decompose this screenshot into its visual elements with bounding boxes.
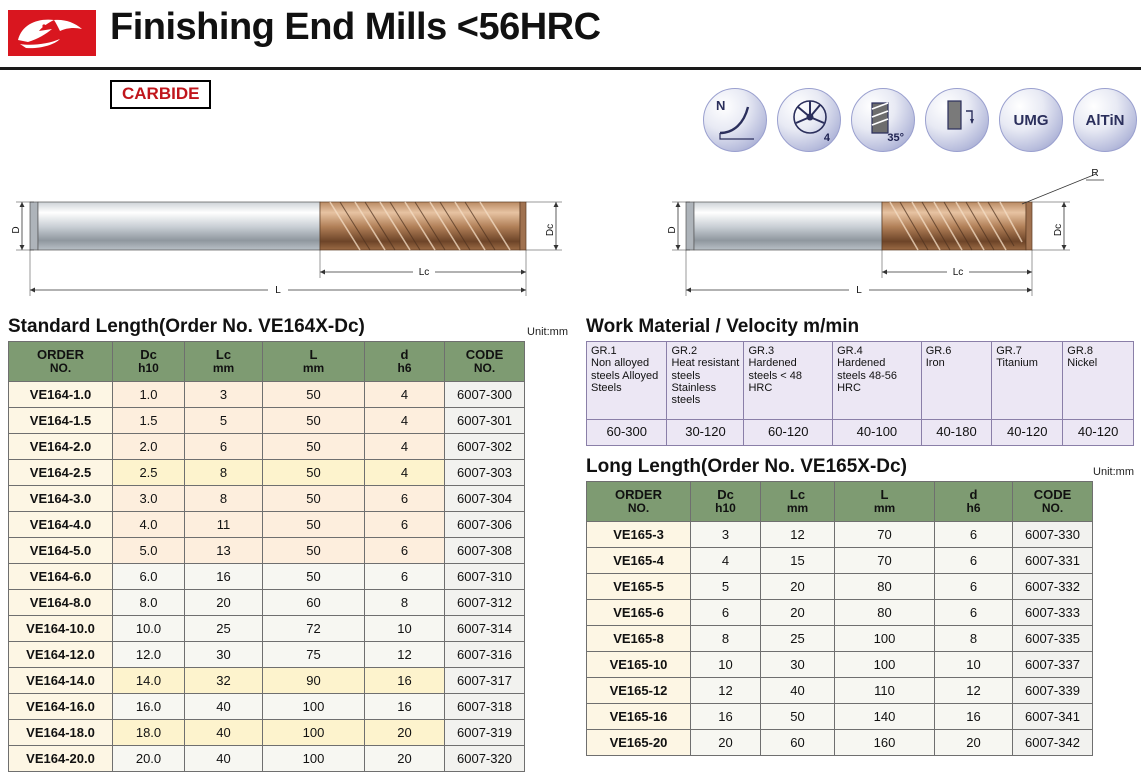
cell-value: 6 xyxy=(935,574,1013,600)
dim-label-dc-right: Dc xyxy=(1053,223,1064,237)
cell-value: 4 xyxy=(365,382,445,408)
work-material-group-cell xyxy=(992,342,1063,420)
cell-value: 13 xyxy=(185,538,263,564)
col-header-code-sub: NO. xyxy=(473,361,496,376)
col-header-d-label: d xyxy=(969,487,978,503)
work-material-velocity-cell: 60-300 xyxy=(587,420,667,446)
col-header-dc-label: Dc xyxy=(717,487,734,503)
work-material-group-id: GR.4 xyxy=(837,345,863,357)
cell-value: 8 xyxy=(935,626,1013,652)
cell-value: 16 xyxy=(185,564,263,590)
cell-order-no: VE165-10 xyxy=(587,652,691,678)
cell-order-no: VE164-5.0 xyxy=(9,538,113,564)
cell-value: 50 xyxy=(263,538,365,564)
cell-value: 60 xyxy=(761,730,835,756)
cell-value: 20 xyxy=(185,590,263,616)
cell-value: 12.0 xyxy=(113,642,185,668)
eagle-logo xyxy=(8,10,96,56)
cell-code-no: 6007-310 xyxy=(445,564,525,590)
corner-radius-label: N xyxy=(716,98,726,113)
table-header-row xyxy=(9,342,525,382)
cell-value: 140 xyxy=(835,704,935,730)
col-header-d xyxy=(935,482,1013,522)
cell-value: 50 xyxy=(263,408,365,434)
table-row xyxy=(9,720,525,746)
col-header-dc xyxy=(691,482,761,522)
col-header-order xyxy=(587,482,691,522)
cell-value: 12 xyxy=(761,522,835,548)
cell-order-no: VE165-4 xyxy=(587,548,691,574)
cell-value: 2.5 xyxy=(113,460,185,486)
work-material-group-cell xyxy=(667,342,744,420)
work-material-group-desc: Titanium xyxy=(996,357,1038,370)
table-row xyxy=(587,704,1093,730)
table-row xyxy=(9,746,525,772)
col-header-code xyxy=(1013,482,1093,522)
cell-code-no: 6007-319 xyxy=(445,720,525,746)
cell-value: 100 xyxy=(263,720,365,746)
table-row xyxy=(9,590,525,616)
cell-code-no: 6007-333 xyxy=(1013,600,1093,626)
cell-value: 16.0 xyxy=(113,694,185,720)
col-header-l-sub: mm xyxy=(302,361,325,376)
cell-value: 8.0 xyxy=(113,590,185,616)
cell-order-no: VE164-6.0 xyxy=(9,564,113,590)
cell-value: 75 xyxy=(263,642,365,668)
cell-code-no: 6007-302 xyxy=(445,434,525,460)
dim-label-d-right: D xyxy=(667,226,678,234)
cell-order-no: VE164-3.0 xyxy=(9,486,113,512)
dim-label-l-left: L xyxy=(275,285,281,296)
cell-code-no: 6007-320 xyxy=(445,746,525,772)
cell-code-no: 6007-304 xyxy=(445,486,525,512)
cell-value: 100 xyxy=(835,652,935,678)
cell-value: 72 xyxy=(263,616,365,642)
cell-code-no: 6007-301 xyxy=(445,408,525,434)
table-row xyxy=(587,626,1093,652)
table-row xyxy=(587,600,1093,626)
cell-order-no: VE165-3 xyxy=(587,522,691,548)
cell-order-no: VE164-2.5 xyxy=(9,460,113,486)
cell-value: 70 xyxy=(835,522,935,548)
cell-value: 6 xyxy=(935,548,1013,574)
cell-value: 10 xyxy=(365,616,445,642)
dim-label-lc-left: Lc xyxy=(418,267,430,278)
work-material-group-desc: Nickel xyxy=(1067,357,1098,370)
work-material-velocity-cell: 60-120 xyxy=(744,420,833,446)
status-badge: CARBIDE xyxy=(110,80,211,109)
cell-value: 10 xyxy=(935,652,1013,678)
flute-count-label: 4 xyxy=(823,132,830,144)
work-material-velocity-cell: 40-180 xyxy=(921,420,991,446)
altin-coating-icon xyxy=(1073,88,1137,152)
table-row xyxy=(587,678,1093,704)
cell-order-no: VE165-6 xyxy=(587,600,691,626)
cell-value: 40 xyxy=(185,694,263,720)
cell-order-no: VE164-18.0 xyxy=(9,720,113,746)
col-header-l xyxy=(835,482,935,522)
cell-value: 8 xyxy=(691,626,761,652)
altin-label: AlTiN xyxy=(1085,111,1125,129)
col-header-lc-sub: mm xyxy=(786,501,809,516)
work-material-velocity-cell: 40-120 xyxy=(992,420,1063,446)
cell-value: 6 xyxy=(185,434,263,460)
umg-label: UMG xyxy=(1013,111,1049,129)
cell-order-no: VE165-16 xyxy=(587,704,691,730)
cell-code-no: 6007-341 xyxy=(1013,704,1093,730)
cell-value: 12 xyxy=(365,642,445,668)
col-header-code-label: CODE xyxy=(465,347,504,363)
col-header-l-sub: mm xyxy=(873,501,896,516)
helix-angle-label: 35° xyxy=(887,132,904,144)
work-material-velocity-cell: 40-100 xyxy=(833,420,922,446)
standard-length-table xyxy=(8,341,525,772)
work-material-group-desc: Hardened steels 48-56 HRC xyxy=(837,357,898,394)
col-header-dc-sub: h10 xyxy=(138,361,159,376)
corner-radius-icon xyxy=(703,88,767,152)
col-header-l-label: L xyxy=(880,487,889,503)
col-header-d-sub: h6 xyxy=(397,361,412,376)
cell-value: 10.0 xyxy=(113,616,185,642)
cell-value: 100 xyxy=(263,694,365,720)
col-header-code-label: CODE xyxy=(1033,487,1072,503)
table-row xyxy=(587,652,1093,678)
cell-value: 32 xyxy=(185,668,263,694)
cell-value: 5 xyxy=(185,408,263,434)
col-header-l-label: L xyxy=(309,347,318,363)
cell-order-no: VE164-2.0 xyxy=(9,434,113,460)
cell-value: 20.0 xyxy=(113,746,185,772)
dim-label-dc-left: Dc xyxy=(545,223,556,237)
work-material-velocity-cell: 30-120 xyxy=(667,420,744,446)
cell-value: 30 xyxy=(761,652,835,678)
right-column xyxy=(586,316,1134,756)
cell-value: 16 xyxy=(365,694,445,720)
cell-value: 20 xyxy=(761,574,835,600)
cell-value: 8 xyxy=(185,486,263,512)
cell-value: 6 xyxy=(365,538,445,564)
work-material-group-id: GR.8 xyxy=(1067,345,1093,357)
work-material-group-cell xyxy=(833,342,922,420)
cell-value: 11 xyxy=(185,512,263,538)
dim-label-l-right: L xyxy=(856,285,862,296)
cell-code-no: 6007-339 xyxy=(1013,678,1093,704)
cell-order-no: VE164-16.0 xyxy=(9,694,113,720)
work-material-group-desc: Iron xyxy=(925,357,945,370)
cell-value: 4 xyxy=(365,460,445,486)
col-header-order-sub: NO. xyxy=(49,361,72,376)
col-header-code-sub: NO. xyxy=(1041,501,1064,516)
table-row xyxy=(9,512,525,538)
dim-label-lc-right: Lc xyxy=(952,267,964,278)
cell-value: 14.0 xyxy=(113,668,185,694)
work-material-group-id: GR.6 xyxy=(925,345,952,357)
col-header-lc-sub: mm xyxy=(212,361,235,376)
cell-order-no: VE165-20 xyxy=(587,730,691,756)
cell-order-no: VE164-10.0 xyxy=(9,616,113,642)
cell-value: 80 xyxy=(835,574,935,600)
col-header-order-sub: NO. xyxy=(627,501,650,516)
cell-value: 50 xyxy=(263,486,365,512)
cell-value: 3 xyxy=(691,522,761,548)
col-header-order-label: ORDER xyxy=(615,487,662,503)
cell-order-no: VE164-12.0 xyxy=(9,642,113,668)
cell-order-no: VE165-8 xyxy=(587,626,691,652)
helix-angle-icon xyxy=(851,88,915,152)
tool-drawing-svg xyxy=(0,160,1141,305)
cell-code-no: 6007-303 xyxy=(445,460,525,486)
table-row xyxy=(9,564,525,590)
cell-value: 4.0 xyxy=(113,512,185,538)
standard-length-unit: Unit:mm xyxy=(527,326,568,338)
col-header-order xyxy=(9,342,113,382)
cell-order-no: VE164-1.0 xyxy=(9,382,113,408)
material-badge-wrap xyxy=(110,80,211,109)
work-material-group-id: GR.3 xyxy=(748,345,775,357)
work-material-group-desc: Heat resistant steels Stainless steels xyxy=(671,357,740,407)
dim-label-r-right: R xyxy=(1091,168,1099,179)
cell-value: 50 xyxy=(263,564,365,590)
cell-value: 8 xyxy=(365,590,445,616)
cell-value: 3.0 xyxy=(113,486,185,512)
cell-value: 50 xyxy=(263,434,365,460)
cell-value: 90 xyxy=(263,668,365,694)
cell-code-no: 6007-300 xyxy=(445,382,525,408)
cell-code-no: 6007-335 xyxy=(1013,626,1093,652)
long-length-table xyxy=(586,481,1093,756)
cell-code-no: 6007-308 xyxy=(445,538,525,564)
table-row xyxy=(9,460,525,486)
work-material-velocity-row xyxy=(587,420,1134,446)
cell-value: 50 xyxy=(263,512,365,538)
cell-value: 12 xyxy=(691,678,761,704)
cell-value: 6 xyxy=(365,512,445,538)
cell-value: 20 xyxy=(691,730,761,756)
table-header-row xyxy=(587,482,1093,522)
table-row xyxy=(9,408,525,434)
cell-value: 25 xyxy=(761,626,835,652)
cell-value: 20 xyxy=(365,720,445,746)
table-row xyxy=(9,616,525,642)
cell-code-no: 6007-318 xyxy=(445,694,525,720)
neck-relief-icon xyxy=(925,88,989,152)
cell-order-no: VE164-1.5 xyxy=(9,408,113,434)
table-row xyxy=(9,538,525,564)
standard-length-section xyxy=(8,316,568,772)
tool-drawings xyxy=(0,160,1141,305)
table-row xyxy=(587,548,1093,574)
table-row xyxy=(9,434,525,460)
cell-value: 6 xyxy=(365,486,445,512)
cell-value: 8 xyxy=(185,460,263,486)
col-header-d-label: d xyxy=(400,347,409,363)
cell-order-no: VE164-8.0 xyxy=(9,590,113,616)
cell-order-no: VE165-12 xyxy=(587,678,691,704)
table-row xyxy=(587,574,1093,600)
work-material-group-cell xyxy=(744,342,833,420)
cell-code-no: 6007-312 xyxy=(445,590,525,616)
table-row xyxy=(9,486,525,512)
cell-value: 16 xyxy=(691,704,761,730)
table-row xyxy=(9,382,525,408)
col-header-lc-label: Lc xyxy=(215,347,232,363)
cell-code-no: 6007-330 xyxy=(1013,522,1093,548)
cell-value: 50 xyxy=(263,460,365,486)
cell-value: 10 xyxy=(691,652,761,678)
cell-value: 6 xyxy=(365,564,445,590)
cell-value: 6 xyxy=(935,600,1013,626)
col-header-dc-sub: h10 xyxy=(715,501,736,516)
cell-code-no: 6007-316 xyxy=(445,642,525,668)
feature-icon-group xyxy=(703,88,1137,152)
cell-value: 80 xyxy=(835,600,935,626)
cell-value: 6 xyxy=(691,600,761,626)
col-header-d xyxy=(365,342,445,382)
cell-value: 1.0 xyxy=(113,382,185,408)
cell-value: 100 xyxy=(835,626,935,652)
col-header-lc xyxy=(761,482,835,522)
col-header-d-sub: h6 xyxy=(966,501,981,516)
work-material-group-row xyxy=(587,342,1134,420)
cell-value: 50 xyxy=(761,704,835,730)
cell-order-no: VE165-5 xyxy=(587,574,691,600)
cell-value: 50 xyxy=(263,382,365,408)
cell-value: 100 xyxy=(263,746,365,772)
cell-value: 5.0 xyxy=(113,538,185,564)
work-material-group-cell xyxy=(1063,342,1134,420)
work-material-group-desc: Non alloyed steels Alloyed Steels xyxy=(591,357,659,394)
work-material-group-cell xyxy=(587,342,667,420)
work-material-velocity-cell: 40-120 xyxy=(1063,420,1134,446)
cell-code-no: 6007-331 xyxy=(1013,548,1093,574)
col-header-lc-label: Lc xyxy=(789,487,806,503)
table-row xyxy=(9,694,525,720)
cell-value: 70 xyxy=(835,548,935,574)
cell-value: 5 xyxy=(691,574,761,600)
work-material-group-id: GR.2 xyxy=(671,345,698,357)
cell-value: 4 xyxy=(365,434,445,460)
work-material-group-desc: Hardened steels < 48 HRC xyxy=(748,357,802,394)
umg-substrate-icon xyxy=(999,88,1063,152)
cell-value: 40 xyxy=(185,720,263,746)
tool-standard-drawing xyxy=(11,202,562,296)
tool-corner-radius-drawing xyxy=(667,168,1104,296)
cell-order-no: VE164-4.0 xyxy=(9,512,113,538)
work-material-group-id: GR.1 xyxy=(591,345,617,357)
cell-value: 12 xyxy=(935,678,1013,704)
cell-code-no: 6007-342 xyxy=(1013,730,1093,756)
col-header-l xyxy=(263,342,365,382)
work-material-group-id: GR.7 xyxy=(996,345,1022,357)
work-material-table xyxy=(586,341,1134,446)
col-header-dc-label: Dc xyxy=(140,347,157,363)
col-header-order-label: ORDER xyxy=(37,347,84,363)
cell-value: 20 xyxy=(935,730,1013,756)
cell-value: 16 xyxy=(935,704,1013,730)
cell-value: 60 xyxy=(263,590,365,616)
cell-value: 40 xyxy=(761,678,835,704)
cell-value: 3 xyxy=(185,382,263,408)
cell-code-no: 6007-332 xyxy=(1013,574,1093,600)
cell-value: 6 xyxy=(935,522,1013,548)
page-title: Finishing End Mills <56HRC xyxy=(110,6,601,48)
cell-code-no: 6007-337 xyxy=(1013,652,1093,678)
work-material-title: Work Material / Velocity m/min xyxy=(586,316,860,337)
cell-value: 30 xyxy=(185,642,263,668)
cell-order-no: VE164-20.0 xyxy=(9,746,113,772)
cell-code-no: 6007-314 xyxy=(445,616,525,642)
cell-value: 15 xyxy=(761,548,835,574)
cell-code-no: 6007-317 xyxy=(445,668,525,694)
cell-order-no: VE164-14.0 xyxy=(9,668,113,694)
table-row xyxy=(9,668,525,694)
cell-value: 4 xyxy=(365,408,445,434)
flute-count-icon xyxy=(777,88,841,152)
table-row xyxy=(587,522,1093,548)
col-header-code xyxy=(445,342,525,382)
cell-value: 20 xyxy=(761,600,835,626)
table-row xyxy=(9,642,525,668)
cell-value: 2.0 xyxy=(113,434,185,460)
col-header-dc xyxy=(113,342,185,382)
cell-value: 40 xyxy=(185,746,263,772)
cell-code-no: 6007-306 xyxy=(445,512,525,538)
cell-value: 20 xyxy=(365,746,445,772)
cell-value: 4 xyxy=(691,548,761,574)
long-length-title: Long Length(Order No. VE165X-Dc) xyxy=(586,456,907,477)
page-header xyxy=(0,0,1141,70)
standard-length-title: Standard Length(Order No. VE164X-Dc) xyxy=(8,316,365,337)
cell-value: 160 xyxy=(835,730,935,756)
cell-value: 110 xyxy=(835,678,935,704)
table-row xyxy=(587,730,1093,756)
cell-value: 25 xyxy=(185,616,263,642)
work-material-group-cell xyxy=(921,342,991,420)
eagle-logo-graphic xyxy=(8,10,96,56)
col-header-lc xyxy=(185,342,263,382)
long-length-unit: Unit:mm xyxy=(1093,466,1134,478)
cell-value: 1.5 xyxy=(113,408,185,434)
cell-value: 6.0 xyxy=(113,564,185,590)
dim-label-d-left: D xyxy=(11,226,22,234)
cell-value: 18.0 xyxy=(113,720,185,746)
cell-value: 16 xyxy=(365,668,445,694)
